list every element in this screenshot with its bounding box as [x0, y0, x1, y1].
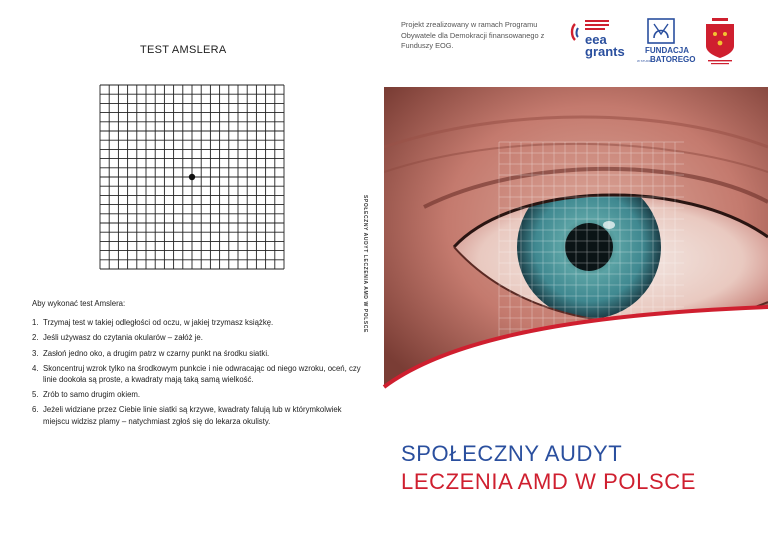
instruction-text: Skoncentruj wzrok tylko na środkowym punkcie i nie odwracając od niego wzroku, oceń, czy linie dookoła są proste, a kwadraty mają taką samą wielkość.: [43, 363, 361, 385]
project-note: Projekt zrealizowany w ramach Programu Obywatele dla Demokracji finansowanego z Funduszy EOG.: [401, 20, 545, 50]
title-line-2: LECZENIA AMD W POLSCE: [401, 469, 697, 494]
instruction-step: 1. Trzymaj test w takiej odległości od oczu, w jakiej trzymasz książkę.: [32, 318, 274, 328]
instructions-list: [32, 317, 362, 427]
amsler-center-dot: [189, 174, 195, 180]
eea-grants-logo: [569, 16, 629, 60]
fundacja-batorego-logo: [637, 18, 696, 64]
eye-photo: [384, 87, 768, 387]
amsler-grid: [100, 85, 284, 269]
instruction-text: Zrób to samo drugim okiem.: [43, 390, 141, 400]
eea-logo-bottom: grants: [585, 44, 625, 59]
instruction-text: Zasłoń jedno oko, a drugim patrz w czarny punkt na środku siatki.: [43, 348, 270, 358]
eea-logo-top: eea: [585, 32, 607, 47]
batory-line1: FUNDACJA: [645, 46, 689, 55]
instruction-step: 3. Zasłoń jedno oko, a drugim patrz w czarny punkt na środku siatki.: [32, 348, 270, 358]
instruction-text: Trzymaj test w takiej odległości od oczu, w jakiej trzymasz książkę.: [43, 318, 274, 328]
instructions-intro: Aby wykonać test Amslera:: [32, 299, 126, 308]
instruction-step: 2. Jeśli używasz do czytania okularów – załóż je.: [32, 333, 203, 343]
title-block: [401, 440, 696, 496]
amsler-title: TEST AMSLERA: [140, 44, 227, 56]
spine-text: SPOŁECZNY AUDYT LECZENIA AMD W POLSCE: [362, 195, 368, 333]
instructions: [32, 298, 362, 431]
instruction-step: 4. Skoncentruj wzrok tylko na środkowym punkcie i nie odwracając od niego wzroku, oceń, czy linie dookoła są proste, a kwadraty mają taką samą wielkość.: [32, 363, 361, 385]
batory-prefix: W STUDIO: [637, 59, 652, 63]
instruction-text: Jeżeli widziane przez Ciebie linie siatki są krzywe, kwadraty falują lub w którymkolwiek miejscu widzisz plamy – natychmiast zgłoś się do lekarza okulisty.: [43, 405, 342, 426]
city-coat-of-arms-logo: [700, 18, 740, 66]
instruction-text: Jeśli używasz do czytania okularów – załóż je.: [43, 333, 203, 343]
instruction-step: 6. Jeżeli widziane przez Ciebie linie siatki są krzywe, kwadraty falują lub w którymkolwiek miejscu widzisz plamy – natychmiast zgłoś się do lekarza okulisty.: [32, 405, 342, 426]
title-line-1: SPOŁECZNY AUDYT: [401, 441, 623, 466]
batory-line2: BATOREGO: [650, 55, 696, 64]
instruction-step: 5. Zrób to samo drugim okiem.: [32, 390, 141, 400]
